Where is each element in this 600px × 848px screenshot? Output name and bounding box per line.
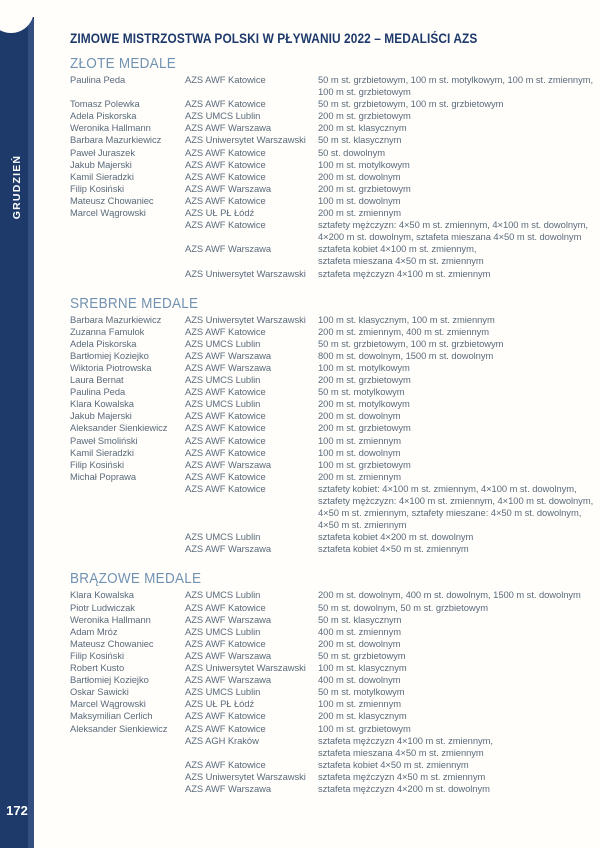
club-name: AZS UŁ PŁ Łódź <box>185 207 255 219</box>
medalist-name: Filip Kosiński <box>70 182 125 194</box>
event-line: 50 m st. grzbietowym <box>318 649 406 661</box>
medalist-name: Adela Piskorska <box>70 337 137 349</box>
club-name: AZS AWF Katowice <box>185 194 266 206</box>
event-list <box>318 626 598 638</box>
club-name: AZS UMCS Lublin <box>185 398 261 410</box>
event-line: sztafeta mężczyzn 4×100 m st. zmiennym <box>318 267 491 279</box>
medalist-name: Mateusz Chowaniec <box>70 637 154 649</box>
medalist-name: Wiktoria Piotrowska <box>70 361 152 373</box>
event-list <box>318 219 598 243</box>
section-heading: ZŁOTE MEDALE <box>70 55 177 72</box>
club-name: AZS Uniwersytet Warszawski <box>185 770 306 782</box>
event-list <box>318 783 598 795</box>
club-name: AZS AWF Katowice <box>185 758 266 770</box>
table-row <box>70 662 598 674</box>
club-name: AZS Uniwersytet Warszawski <box>185 134 306 146</box>
event-line: 4×50 m st. zmiennym, sztafety mieszane: 4×50 m st. dowolnym, <box>318 507 582 519</box>
event-line: 4×200 m st. dowolnym, sztafeta mieszana 4×50 m st. dowolnym <box>318 231 582 243</box>
medalist-name: Adam Mróz <box>70 625 118 637</box>
event-list <box>318 410 598 422</box>
medalist-name: Barbara Mazurkiewicz <box>70 134 162 146</box>
event-list <box>318 98 598 110</box>
event-line: 50 m st. dowolnym, 50 m st. grzbietowym <box>318 601 488 613</box>
medalist-name: Tomasz Polewka <box>70 98 140 110</box>
event-line: sztafeta mieszana 4×50 m st. zmiennym <box>318 255 484 267</box>
event-line: 200 m st. zmiennym <box>318 470 401 482</box>
medalist-name: Weronika Hallmann <box>70 613 151 625</box>
event-line: 800 m st. dowolnym, 1500 m st. dowolnym <box>318 349 494 361</box>
event-line: 100 m st. klasycznym, 100 m st. zmiennym <box>318 313 495 325</box>
medalist-name: Bartłomiej Koziejko <box>70 349 149 361</box>
table-row <box>70 314 598 326</box>
table-row <box>70 350 598 362</box>
club-name: AZS AWF Warszawa <box>185 543 272 555</box>
table-row <box>70 243 598 267</box>
table-row <box>70 447 598 459</box>
table-row <box>70 771 598 783</box>
medalist-name: Kamil Sieradzki <box>70 446 134 458</box>
table-row <box>70 483 598 531</box>
medalist-name: Kamil Sieradzki <box>70 170 134 182</box>
club-name: AZS UMCS Lublin <box>185 686 261 698</box>
event-list <box>318 422 598 434</box>
medalist-name: Mateusz Chowaniec <box>70 194 154 206</box>
event-line: 50 m st. grzbietowym, 100 m st. grzbietowym <box>318 98 504 110</box>
table-row <box>70 638 598 650</box>
event-list <box>318 338 598 350</box>
event-line: sztafeta mężczyzn 4×200 m st. dowolnym <box>318 782 490 794</box>
event-list <box>318 74 598 98</box>
event-list <box>318 543 598 555</box>
medalist-name: Paulina Peda <box>70 74 126 85</box>
event-line: 400 m st. zmiennym <box>318 625 401 637</box>
event-list <box>318 771 598 783</box>
medalist-name: Aleksander Sienkiewicz <box>70 422 168 434</box>
medalist-name: Laura Bernat <box>70 374 124 386</box>
club-name: AZS AWF Katowice <box>185 219 266 231</box>
club-name: AZS AWF Warszawa <box>185 182 272 194</box>
event-line: 200 m st. dowolnym, 400 m st. dowolnym, 1500 m st. dowolnym <box>318 589 581 601</box>
event-line: 400 m st. dowolnym <box>318 674 401 686</box>
event-list <box>318 183 598 195</box>
event-list <box>318 110 598 122</box>
club-name: AZS AWF Katowice <box>185 434 266 446</box>
club-name: AZS AWF Katowice <box>185 98 266 110</box>
club-name: AZS AWF Warszawa <box>185 674 272 686</box>
event-list <box>318 447 598 459</box>
event-list <box>318 207 598 219</box>
medalist-name: Paweł Smoliński <box>70 434 138 446</box>
event-list <box>318 735 598 759</box>
club-name: AZS UMCS Lublin <box>185 374 261 386</box>
club-name: AZS AWF Warszawa <box>185 613 272 625</box>
medalist-name: Filip Kosiński <box>70 649 125 661</box>
medalist-name: Klara Kowalska <box>70 589 134 601</box>
event-list <box>318 243 598 267</box>
table-row <box>70 589 598 601</box>
event-list <box>318 350 598 362</box>
table-row <box>70 207 598 219</box>
event-list <box>318 134 598 146</box>
event-line: 100 m st. grzbietowym <box>318 458 411 470</box>
event-line: 100 m st. zmiennym <box>318 434 401 446</box>
club-name: AZS UMCS Lublin <box>185 337 261 349</box>
event-list <box>318 326 598 338</box>
club-name: AZS Uniwersytet Warszawski <box>185 267 306 279</box>
event-list <box>318 471 598 483</box>
sidebar-tab <box>0 0 40 848</box>
table-row <box>70 410 598 422</box>
event-line: 100 m st. dowolnym <box>318 194 401 206</box>
event-list <box>318 662 598 674</box>
page-number: 172 <box>6 803 28 818</box>
club-name: AZS AWF Katowice <box>185 158 266 170</box>
event-list <box>318 159 598 171</box>
event-line: 200 m st. zmiennym <box>318 207 401 219</box>
medal-section <box>70 56 598 280</box>
club-name: AZS AWF Warszawa <box>185 458 272 470</box>
table-row <box>70 183 598 195</box>
event-list <box>318 602 598 614</box>
event-line: 200 m st. grzbietowym <box>318 374 411 386</box>
table-row <box>70 710 598 722</box>
table-row <box>70 74 598 98</box>
medalist-name: Paulina Peda <box>70 386 126 398</box>
event-line: 100 m st. dowolnym <box>318 446 401 458</box>
table-row <box>70 783 598 795</box>
club-name: AZS AWF Katowice <box>185 722 266 734</box>
table-row <box>70 614 598 626</box>
medalist-name: Zuzanna Famulok <box>70 325 145 337</box>
event-list <box>318 638 598 650</box>
club-name: AZS UMCS Lublin <box>185 625 261 637</box>
table-row <box>70 674 598 686</box>
club-name: AZS AWF Katowice <box>185 422 266 434</box>
table-row <box>70 602 598 614</box>
table-row <box>70 723 598 735</box>
event-line: 100 m st. motylkowym <box>318 361 410 373</box>
club-name: AZS AWF Katowice <box>185 410 266 422</box>
table-row <box>70 195 598 207</box>
event-line: sztafeta mieszana 4×50 m st. zmiennym <box>318 746 484 758</box>
table-row <box>70 531 598 543</box>
event-list <box>318 195 598 207</box>
medalist-name: Maksymilian Cerlich <box>70 710 153 722</box>
event-line: 100 m st. motylkowym <box>318 158 410 170</box>
table-row <box>70 110 598 122</box>
table-row <box>70 650 598 662</box>
table-row <box>70 171 598 183</box>
event-list <box>318 759 598 771</box>
medalist-name: Marcel Wągrowski <box>70 698 146 710</box>
event-line: 4×50 m st. zmiennym <box>318 519 407 531</box>
medalist-name: Marcel Wągrowski <box>70 207 146 219</box>
medal-section <box>70 296 598 556</box>
event-line: 200 m st. dowolnym <box>318 637 401 649</box>
club-name: AZS UMCS Lublin <box>185 531 261 543</box>
table-row <box>70 698 598 710</box>
event-line: 50 m st. motylkowym <box>318 386 405 398</box>
club-name: AZS UŁ PŁ Łódź <box>185 698 255 710</box>
medalist-name: Weronika Hallmann <box>70 122 151 134</box>
table-row <box>70 735 598 759</box>
club-name: AZS AWF Warszawa <box>185 243 272 255</box>
section-heading: SREBRNE MEDALE <box>70 294 199 312</box>
event-list <box>318 459 598 471</box>
medalist-name: Filip Kosiński <box>70 458 125 470</box>
event-line: sztafeta mężczyzn 4×50 m st. zmiennym <box>318 770 486 782</box>
medalist-name: Klara Kowalska <box>70 398 134 410</box>
club-name: AZS UMCS Lublin <box>185 589 261 601</box>
club-name: AZS Uniwersytet Warszawski <box>185 313 306 325</box>
table-row <box>70 626 598 638</box>
medalist-name: Bartłomiej Koziejko <box>70 674 149 686</box>
event-line: 50 m st. klasycznym <box>318 613 402 625</box>
club-name: AZS AWF Warszawa <box>185 349 272 361</box>
club-name: AZS UMCS Lublin <box>185 110 261 122</box>
medalist-name: Michał Poprawa <box>70 470 136 482</box>
table-row <box>70 471 598 483</box>
event-line: sztafeta kobiet 4×100 m st. zmiennym, <box>318 243 477 255</box>
table-row <box>70 122 598 134</box>
table-row <box>70 268 598 280</box>
event-line: 50 m st. grzbietowym, 100 m st. grzbietowym <box>318 337 504 349</box>
event-list <box>318 398 598 410</box>
table-row <box>70 219 598 243</box>
table-row <box>70 459 598 471</box>
event-line: 200 m st. dowolnym <box>318 170 401 182</box>
club-name: AZS AWF Katowice <box>185 146 266 158</box>
event-list <box>318 723 598 735</box>
event-list <box>318 374 598 386</box>
event-list <box>318 650 598 662</box>
club-name: AZS AWF Katowice <box>185 710 266 722</box>
medalist-name: Jakub Majerski <box>70 410 132 422</box>
medal-section <box>70 571 598 795</box>
event-line: 200 m st. grzbietowym <box>318 110 411 122</box>
event-list <box>318 122 598 134</box>
club-name: AZS AWF Katowice <box>185 601 266 613</box>
event-line: 200 m st. motylkowym <box>318 398 410 410</box>
event-line: 200 m st. zmiennym, 400 m st. zmiennym <box>318 325 490 337</box>
table-row <box>70 759 598 771</box>
month-tab-label: GRUDZIEŃ <box>11 154 23 220</box>
club-name: AZS AWF Katowice <box>185 470 266 482</box>
event-line: 200 m st. grzbietowym <box>318 182 411 194</box>
medalist-name: Jakub Majerski <box>70 158 132 170</box>
medalist-name: Aleksander Sienkiewicz <box>70 722 168 734</box>
club-name: AZS AWF Warszawa <box>185 649 272 661</box>
table-row <box>70 386 598 398</box>
event-line: sztafeta kobiet 4×50 m st. zmiennym <box>318 758 469 770</box>
club-name: AZS AWF Warszawa <box>185 782 272 794</box>
event-list <box>318 483 598 531</box>
table-row <box>70 326 598 338</box>
club-name: AZS AWF Katowice <box>185 74 266 85</box>
event-line: sztafeta kobiet 4×200 m st. dowolnym <box>318 531 474 543</box>
event-line: 200 m st. grzbietowym <box>318 422 411 434</box>
table-row <box>70 338 598 350</box>
event-list <box>318 686 598 698</box>
event-line: sztafety mężczyzn: 4×100 m st. zmiennym, 4×100 m st. dowolnym, <box>318 495 594 506</box>
event-line: 50 st. dowolnym <box>318 146 385 158</box>
club-name: AZS Uniwersytet Warszawski <box>185 662 306 674</box>
event-line: 100 m st. grzbietowym <box>318 722 411 734</box>
event-list <box>318 698 598 710</box>
event-list <box>318 614 598 626</box>
table-row <box>70 543 598 555</box>
event-list <box>318 531 598 543</box>
event-list <box>318 314 598 326</box>
medalist-name: Adela Piskorska <box>70 110 137 122</box>
table-row <box>70 98 598 110</box>
event-line: 200 m st. klasycznym <box>318 710 407 722</box>
club-name: AZS AWF Katowice <box>185 446 266 458</box>
event-list <box>318 589 598 601</box>
table-row <box>70 147 598 159</box>
event-line: 100 m st. zmiennym <box>318 698 401 710</box>
event-list <box>318 147 598 159</box>
medalist-name: Robert Kusto <box>70 662 125 674</box>
event-line: 200 m st. klasycznym <box>318 122 407 134</box>
club-name: AZS AWF Katowice <box>185 325 266 337</box>
club-name: AZS AWF Katowice <box>185 482 266 494</box>
event-list <box>318 674 598 686</box>
table-row <box>70 134 598 146</box>
table-row <box>70 686 598 698</box>
club-name: AZS AWF Warszawa <box>185 361 272 373</box>
medalist-name: Paweł Juraszek <box>70 146 135 158</box>
event-line: 100 m st. klasycznym <box>318 662 407 674</box>
table-row <box>70 374 598 386</box>
club-name: AZS AWF Katowice <box>185 386 266 398</box>
club-name: AZS AGH Kraków <box>185 734 259 746</box>
table-row <box>70 422 598 434</box>
event-line: 50 m st. grzbietowym, 100 m st. motylkowym, 100 m st. zmiennym, <box>318 74 594 85</box>
event-list <box>318 435 598 447</box>
event-list <box>318 362 598 374</box>
event-line: 50 m st. motylkowym <box>318 686 405 698</box>
medalist-name: Oskar Sawicki <box>70 686 129 698</box>
medal-sections <box>70 56 598 795</box>
event-list <box>318 386 598 398</box>
club-name: AZS AWF Katowice <box>185 170 266 182</box>
page-content <box>70 32 598 795</box>
section-heading: BRĄZOWE MEDALE <box>70 570 202 588</box>
table-row <box>70 398 598 410</box>
event-line: sztafety kobiet: 4×100 m st. zmiennym, 4×100 m st. dowolnym, <box>318 482 577 494</box>
event-line: 200 m st. dowolnym <box>318 410 401 422</box>
club-name: AZS AWF Warszawa <box>185 122 272 134</box>
event-list <box>318 268 598 280</box>
event-line: 50 m st. klasycznym <box>318 134 402 146</box>
event-list <box>318 710 598 722</box>
club-name: AZS AWF Katowice <box>185 637 266 649</box>
page-title: ZIMOWE MISTRZOSTWA POLSKI W PŁYWANIU 2022 – MEDALIŚCI AZS <box>70 31 478 46</box>
medalist-name: Barbara Mazurkiewicz <box>70 313 162 325</box>
event-list <box>318 171 598 183</box>
event-line: sztafety mężczyzn: 4×50 m st. zmiennym, 4×100 m st. dowolnym, <box>318 219 588 231</box>
table-row <box>70 362 598 374</box>
event-line: sztafeta kobiet 4×50 m st. zmiennym <box>318 543 469 555</box>
table-row <box>70 159 598 171</box>
event-line: 100 m st. grzbietowym <box>318 86 411 98</box>
event-line: sztafeta mężczyzn 4×100 m st. zmiennym, <box>318 734 493 746</box>
table-row <box>70 435 598 447</box>
medalist-name: Piotr Ludwiczak <box>70 601 135 613</box>
